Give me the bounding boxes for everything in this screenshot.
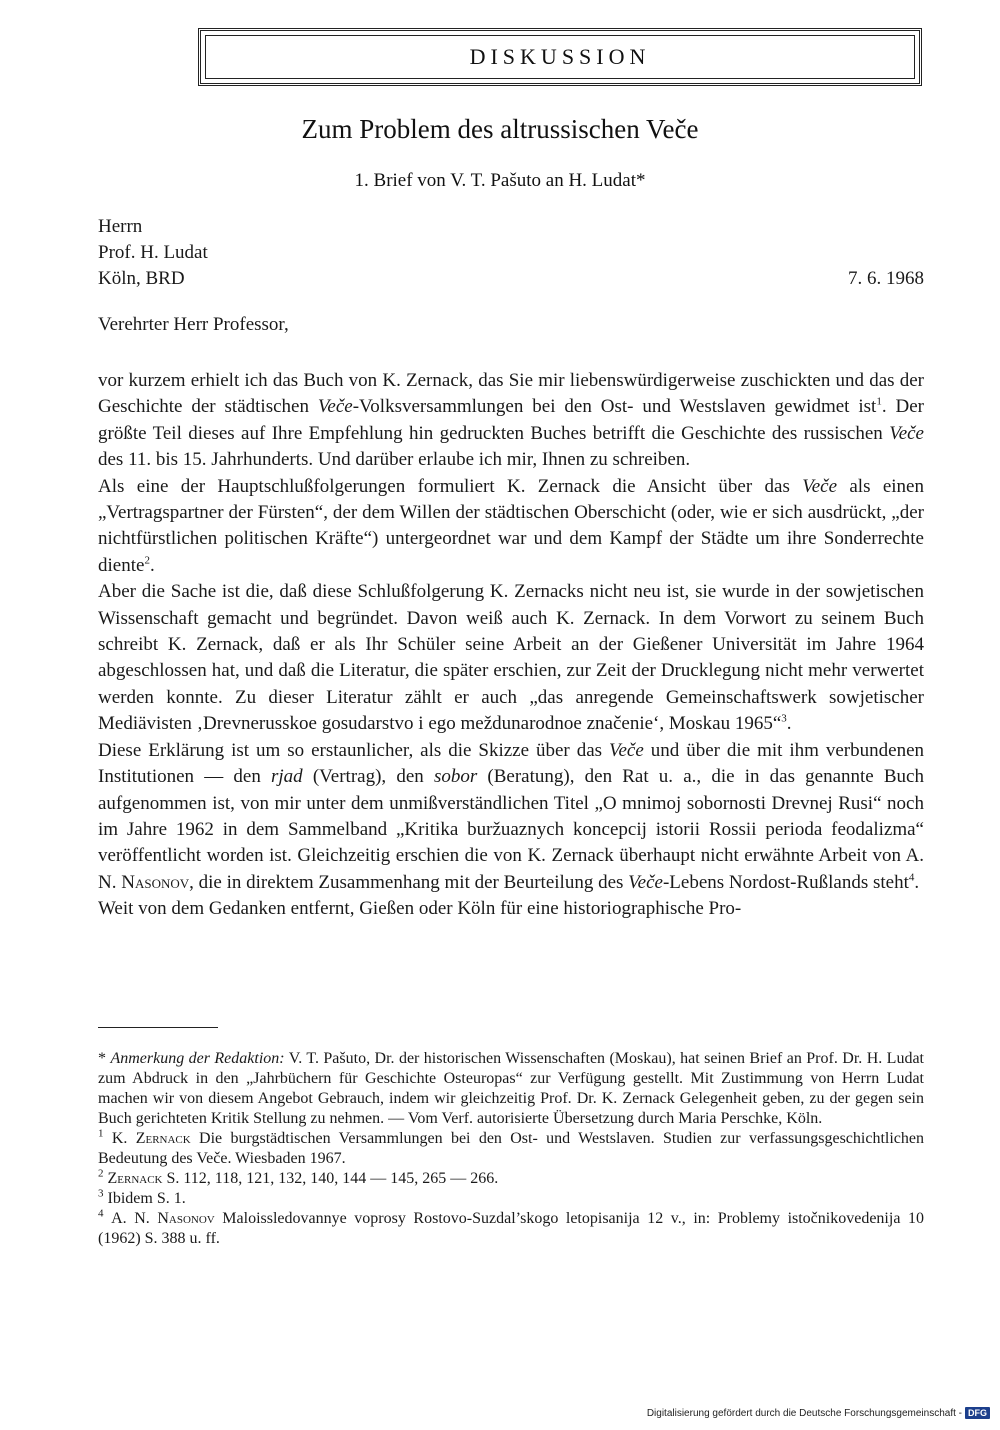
text-run: Aber die Sache ist die, daß diese Schlußfolgerung K. Zernacks nicht neu ist, sie wurde in der sowjetischen Wissenschaft gemacht und begründet. Davon weiß auch K. Zernack. In dem Vorwort zu seinem Buch schreibt K. Zernack, daß er als Ihr Schüler seine Arbeit an der Gießener Universität im Jahre 1964 abgeschlossen hat, und daß die Literatur, die später erschien, zur Zeit der Drucklegung nicht mehr verwertet werden konnte. Zu dieser Literatur zählt er auch „das anregende Gemeinschaftswerk sowjetischer Mediävisten ‚Drevnerusskoe gosudarstvo i ego meždunarodnoe značenie‘, Moskau 1965“ [98,581,924,735]
text-run: als einen „Vertragspartner der Fürsten“, der dem Willen der städtischen Oberschicht (oder, wie er sich ausdrückt, „der nichtfürstlichen politischen Kräfte“) untergeordnet war und dem Kampf der Städte um ihre Sonderrechte diente [98,475,924,576]
footnote-label: Anmerkung der Redaktion: [110,1050,285,1067]
footnote-number: 4 [98,1207,104,1220]
text-run: Diese Erklärung ist um so erstaunlicher, als die Skizze über das [98,739,609,761]
letter-address [98,214,924,292]
letter-body [98,368,924,923]
footnote-1 [98,1129,924,1169]
footnote-4 [98,1209,924,1249]
footnote-editorial [98,1049,924,1129]
footnote-number: 2 [98,1167,104,1180]
letter-salutation: Verehrter Herr Professor, [98,314,289,335]
dfg-logo-icon[interactable]: DFG [965,1407,990,1419]
footnote-ref-3[interactable]: 3 [781,712,787,725]
italic-term: rjad [271,766,303,788]
text-run: . [149,554,155,576]
text-run: (Beratung), den Rat u. a., die in das genannte Buch aufgenommen ist, von mir unter dem unmißverständlichen Titel „O mnimoj sobornosti Drevnej Rusi“ noch im Jahre 1962 in dem Sammelband „Kritika buržuaznych koncepcij istorii Rossii perioda feodalizma“ veröffentlicht worden ist. Gleichzeitig erschien die von K. Zernack überhaupt nicht erwähnte Arbeit von A. N. [98,766,924,893]
footnote-author: K. Zernack [111,1130,191,1147]
italic-term: sobor [433,766,478,788]
italic-term: Veče [317,396,353,418]
text-run: und über die mit ihm verbundenen Institutionen — den [98,739,924,788]
footnote-author: Zernack [107,1170,163,1187]
footnote-number: 1 [98,1127,104,1140]
footnote-ref-2[interactable]: 2 [144,554,150,567]
footnote-mark: * [98,1050,106,1067]
italic-term: Veče [889,422,924,444]
footnote-number: 3 [98,1187,104,1200]
text-run: . [786,713,792,735]
credit-text: Digitalisierung gefördert durch die Deutsche Forschungsgemeinschaft - [646,1407,962,1419]
letter-date: 7. 6. 1968 [848,268,924,289]
text-run: (Vertrag), den [302,766,434,788]
footnote-text: S. 112, 118, 121, 132, 140, 144 — 145, 265 — 266. [162,1170,499,1187]
footnote-divider [98,1027,218,1028]
footnote-2 [98,1169,924,1189]
body-paragraph-3 [98,579,924,737]
italic-term: Veče [802,475,838,497]
digitization-credit [647,1407,990,1419]
text-run: -Volksversammlungen bei den Ost- und Westslaven gewidmet ist [352,396,877,418]
article-title: Zum Problem des altrussischen Veče [301,114,699,144]
body-paragraph-4 [98,738,924,896]
text-run: . Der größte Teil dieses auf Ihre Empfehlung hin gedruckten Buches betrifft die Geschichte des russischen [98,396,924,444]
address-line-2: Prof. H. Ludat [98,242,208,263]
footnote-3 [98,1189,924,1209]
footnote-ref-4[interactable]: 4 [908,871,915,884]
footnote-text: V. T. Pašuto, Dr. der historischen Wissenschaften (Moskau), hat seinen Brief an Prof. Dr. H. Ludat zum Abdruck in den „Jahrbüchern für Geschichte Osteuropas“ zur Verfügung gestellt. Mit Zustimmung von Herrn Ludat machen wir von diesem Angebot Gebrauch, indem wir gleichzeitig Prof. Dr. K. Zernack Gelegenheit geben, zu der gegen sein Buch gerichteten Kritik Stellung zu nehmen. — Vom Verf. autorisierte Übersetzung durch Maria Perschke, Köln. [98,1050,925,1127]
section-header-title: DISKUSSION [469,44,651,69]
address-line-1: Herrn [98,216,143,237]
text-run: , die in direktem Zusammenhang mit der Beurteilung des [189,871,629,893]
section-header-frame [198,28,922,86]
address-date-row [98,266,924,292]
footnote-ref-1[interactable]: 1 [876,396,882,409]
body-paragraph-5: Weit von dem Gedanken entfernt, Gießen oder Köln für eine historiographische Pro- [98,898,742,920]
footnote-text: Maloissledovannye voprosy Rostovo-Suzdal’skogo letopisanija 12 v., in: Problemy istočnikovedenija 10 (1962) S. 388 u. ff. [98,1210,924,1247]
footnotes [98,1049,924,1249]
text-run: -Lebens Nordost-Rußlands steht [662,871,909,893]
text-run: Als eine der Hauptschlußfolgerungen formuliert K. Zernack die Ansicht über das [98,475,803,497]
address-line-3: Köln, BRD [98,268,185,289]
footnote-text: Die burgstädtischen Versammlungen bei den Ost- und Westslaven. Studien zur verfassungsgeschichtlichen Bedeutung des Veče. Wiesbaden 1967. [98,1130,924,1167]
footnote-author: A. N. Nasonov [111,1210,215,1227]
small-caps-name: Nasonov [121,871,190,893]
italic-term: Veče [608,739,644,761]
text-run: des 11. bis 15. Jahrhunderts. Und darüber erlaube ich mir, Ihnen zu schreiben. [98,449,691,471]
body-paragraph-1 [98,368,924,474]
article-subtitle: 1. Brief von V. T. Pašuto an H. Ludat* [354,170,646,191]
footnote-text: Ibidem S. 1. [103,1190,186,1207]
italic-term: Veče [628,871,663,893]
text-run: vor kurzem erhielt ich das Buch von K. Zernack, das Sie mir liebenswürdigerweise zuschickten und das der Geschichte der städtischen [98,370,924,418]
text-run: . [914,871,920,893]
body-paragraph-2 [98,474,924,580]
